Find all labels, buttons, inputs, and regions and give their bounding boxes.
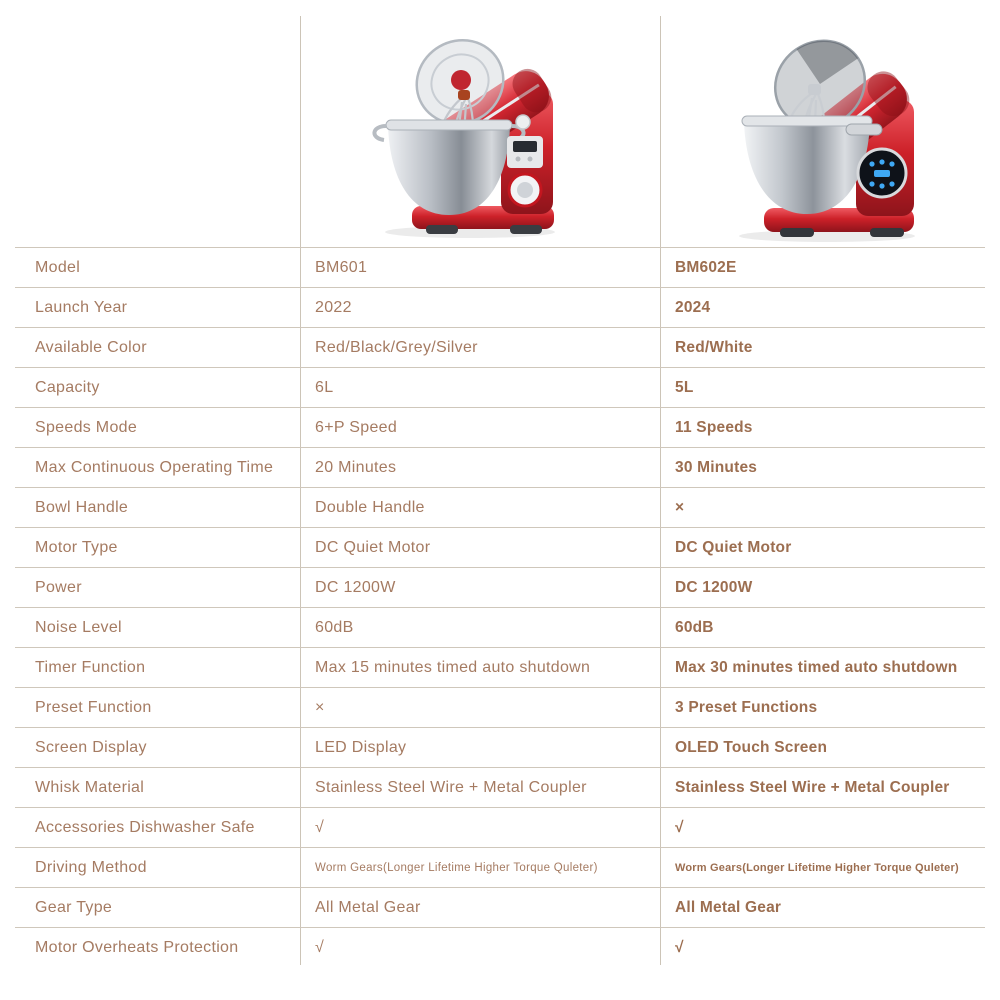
spec-value-bm602e: Max 30 minutes timed auto shutdown	[675, 658, 958, 676]
spec-value-bm601: 6L	[315, 378, 334, 396]
spec-value-bm601: 60dB	[315, 618, 354, 636]
spec-value-bm602e: 5L	[675, 378, 694, 396]
spec-label: Motor Type	[35, 538, 118, 556]
spec-value-bm602e: 11 Speeds	[675, 418, 753, 436]
spec-label: Capacity	[35, 378, 100, 396]
spec-label: Screen Display	[35, 738, 147, 756]
spec-value-bm601: DC Quiet Motor	[315, 538, 431, 556]
product-image-bm602e	[722, 8, 934, 246]
spec-value-bm602e: ×	[675, 498, 685, 516]
table-row	[15, 847, 985, 887]
table-row	[15, 927, 985, 967]
spec-value-bm601: LED Display	[315, 738, 407, 756]
spec-value-bm601: All Metal Gear	[315, 898, 421, 916]
table-row	[15, 247, 985, 287]
table-row	[15, 767, 985, 807]
spec-value-bm601: DC 1200W	[315, 578, 396, 596]
spec-label: Speeds Mode	[35, 418, 138, 436]
spec-label: Available Color	[35, 338, 147, 356]
spec-value-bm601: 2022	[315, 298, 352, 316]
table-row	[15, 727, 985, 767]
spec-value-bm602e: BM602E	[675, 258, 737, 276]
spec-value-bm602e: √	[675, 818, 684, 836]
table-row	[15, 687, 985, 727]
spec-value-bm601: √	[315, 938, 325, 956]
spec-label: Driving Method	[35, 858, 147, 876]
spec-label: Power	[35, 578, 82, 596]
table-row	[15, 327, 985, 367]
spec-label: Launch Year	[35, 298, 128, 316]
spec-value-bm602e: 3 Preset Functions	[675, 698, 818, 716]
spec-value-bm601: BM601	[315, 258, 368, 276]
spec-value-bm601: Max 15 minutes timed auto shutdown	[315, 658, 591, 676]
table-row	[15, 367, 985, 407]
spec-label: Whisk Material	[35, 778, 145, 796]
table-row	[15, 527, 985, 567]
table-row	[15, 887, 985, 927]
spec-value-bm601: ×	[315, 698, 325, 716]
table-row	[15, 407, 985, 447]
spec-value-bm602e: Worm Gears(Longer Lifetime Higher Torque Quleter)	[675, 861, 959, 874]
spec-value-bm601: Stainless Steel Wire + Metal Coupler	[315, 778, 587, 796]
spec-value-bm602e: DC Quiet Motor	[675, 538, 792, 556]
spec-value-bm601: 6+P Speed	[315, 418, 398, 436]
spec-value-bm601: Red/Black/Grey/Silver	[315, 338, 478, 356]
stand-mixer-bm601-illustration	[360, 10, 575, 245]
spec-label: Accessories Dishwasher Safe	[35, 818, 255, 836]
table-row	[15, 487, 985, 527]
spec-label: Model	[35, 258, 81, 276]
spec-value-bm602e: Red/White	[675, 338, 753, 356]
spec-comparison-table	[15, 247, 985, 967]
table-row	[15, 807, 985, 847]
product-image-bm601	[360, 10, 575, 245]
spec-value-bm601: 20 Minutes	[315, 458, 397, 476]
spec-label: Preset Function	[35, 698, 152, 716]
spec-value-bm601: Worm Gears(Longer Lifetime Higher Torque Quleter)	[315, 861, 598, 874]
table-row	[15, 607, 985, 647]
spec-value-bm602e: DC 1200W	[675, 578, 753, 596]
spec-label: Timer Function	[35, 658, 146, 676]
table-row	[15, 287, 985, 327]
table-row	[15, 567, 985, 607]
spec-label: Max Continuous Operating Time	[35, 458, 274, 476]
spec-value-bm602e: All Metal Gear	[675, 898, 782, 916]
spec-value-bm602e: √	[675, 938, 684, 956]
spec-value-bm602e: 60dB	[675, 618, 714, 636]
spec-value-bm602e: OLED Touch Screen	[675, 738, 828, 756]
spec-value-bm602e: 30 Minutes	[675, 458, 758, 476]
spec-value-bm601: √	[315, 818, 325, 836]
spec-value-bm602e: Stainless Steel Wire + Metal Coupler	[675, 778, 950, 796]
spec-value-bm601: Double Handle	[315, 498, 425, 516]
stand-mixer-bm602e-illustration	[722, 8, 934, 246]
spec-label: Motor Overheats Protection	[35, 938, 239, 956]
spec-value-bm602e: 2024	[675, 298, 711, 316]
table-row	[15, 647, 985, 687]
spec-label: Bowl Handle	[35, 498, 129, 516]
spec-label: Noise Level	[35, 618, 122, 636]
table-row	[15, 447, 985, 487]
spec-label: Gear Type	[35, 898, 113, 916]
